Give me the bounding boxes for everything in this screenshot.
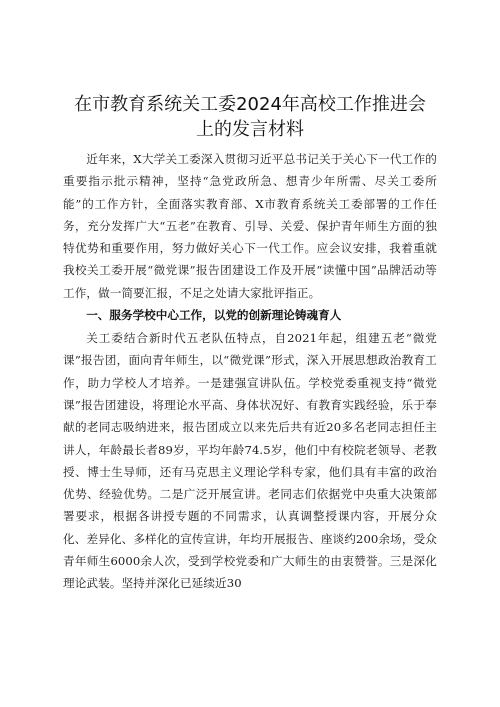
title-line-1: 在市教育系统关工委2024年高校工作推进会 <box>74 94 426 115</box>
section-heading-1: 一、服务学校中心工作，以党的创新理论铸魂育人 <box>86 308 342 323</box>
title-line-2: 上的发言材料 <box>196 119 304 140</box>
document-body <box>63 148 437 595</box>
intro-paragraph: 近年来，X大学关工委深入贯彻习近平总书记关于关心下一代工作的重要指示批示精神，坚持“急党政所急、想青少年所需、尽关工委所能”的工作方针，全面落实教育部、X市教育系统关工委部署的工作任务，充分发挥广大“五老”在教育、引导、关爱、保护青年师生方面的独特优势和重要作用，努力做好关心下一代工作。应会议安排，我着重就我校关工委开展“微党课”报告团建设工作及开展“读懂中国”品牌活动等工作，做一简要汇报，不足之处请大家批评指正。 <box>63 152 437 300</box>
document-title <box>40 92 460 142</box>
section-1-paragraph: 关工委结合新时代五老队伍特点，自2021年起，组建五老“微党课”报告团，面向青年师生，以“微党课”形式，深入开展思想政治教育工作，助力学校人才培养。一是建强宣讲队伍。学校党委重视支持“微党课”报告团建设，将理论水平高、身体状况好、有教育实践经验，乐于奉献的老同志吸纳进来，报告团成立以来先后共有近20多名老同志担任主讲人，年龄最长者89岁，平均年龄74.5岁，他们中有校院老领导、老教授、博士生导师，还有马克思主义理论学科专家，他们具有丰富的政治优势、经验优势。二是广泛开展宣讲。老同志们依据党中央重大决策部署要求，根据各讲授专题的不同需求，认真调整授课内容，开展分众化、差异化、多样化的宣传宣讲，年均开展报告、座谈约200余场，受众青年师生6000余人次，受到学校党委和广大师生的由衷赞誉。三是深化理论武装。坚持并深化已延续近30 <box>63 331 437 591</box>
